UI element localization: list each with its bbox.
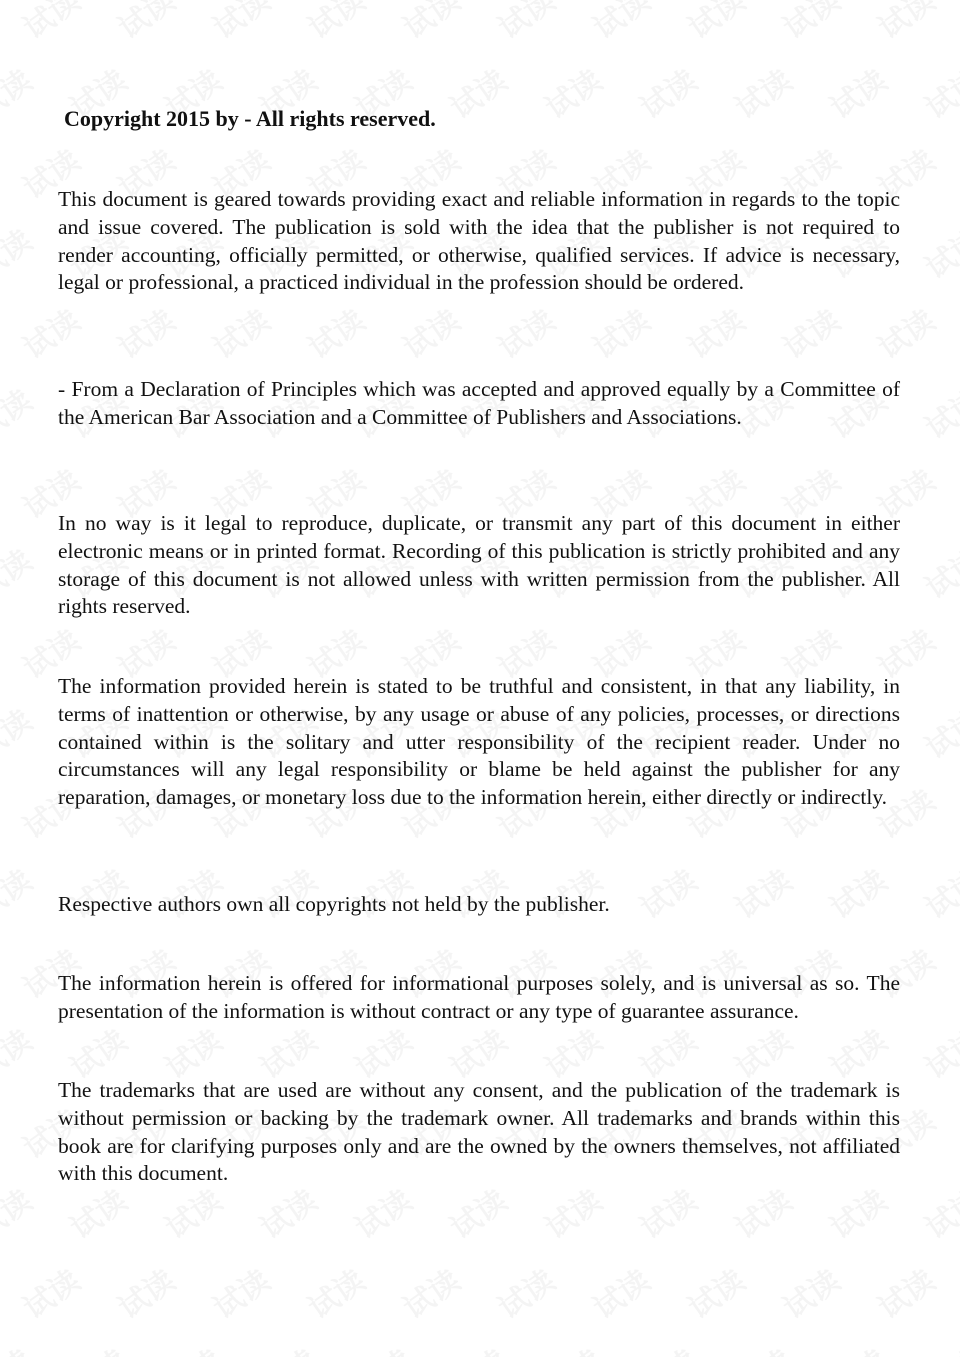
paragraph-liability: The information provided herein is stated to be truthful and consistent, in that any liability, in terms of inattention or otherwise, by any usage or abuse of any policies, processes, or directions contained within is the solitary and utter responsibility of the recipient reader. Under no circumstances will any legal responsibility or blame be held against the publisher for any reparation, damages, or monetary loss due to the information herein, either directly or indirectly. bbox=[58, 674, 900, 810]
watermark-mark bbox=[678, 0, 752, 47]
watermark-mark bbox=[535, 1337, 609, 1357]
watermark-mark bbox=[0, 537, 39, 607]
watermark-mark bbox=[678, 297, 752, 367]
watermark-mark bbox=[488, 1257, 562, 1327]
watermark-mark bbox=[0, 1337, 39, 1357]
watermark-mark bbox=[298, 1257, 372, 1327]
watermark-mark bbox=[0, 697, 39, 767]
watermark-mark bbox=[915, 1177, 960, 1247]
paragraph-trademarks: The trademarks that are used are without any consent, and the publication of the trademark is without permission or backing by the trademark owner. All trademarks and brands within this book are for clarifying purposes only and are the owned by the owners themselves, not affiliated with this document. bbox=[58, 1078, 900, 1186]
watermark-mark bbox=[488, 0, 562, 47]
watermark-mark bbox=[345, 1337, 419, 1357]
watermark-mark bbox=[678, 1257, 752, 1327]
watermark-mark bbox=[0, 857, 39, 927]
watermark-mark bbox=[108, 0, 182, 47]
watermark-mark bbox=[393, 297, 467, 367]
watermark-mark bbox=[630, 1337, 704, 1357]
watermark-mark bbox=[915, 537, 960, 607]
watermark-mark bbox=[773, 1257, 847, 1327]
paragraph-informational: The information herein is offered for informational purposes solely, and is universal as so. The presentation of the information is without contract or any type of guarantee assurance. bbox=[58, 971, 900, 1023]
watermark-mark bbox=[583, 1257, 657, 1327]
watermark-mark bbox=[298, 297, 372, 367]
watermark-mark bbox=[820, 57, 894, 127]
watermark-mark bbox=[250, 1337, 324, 1357]
watermark-mark bbox=[0, 217, 39, 287]
watermark-mark bbox=[488, 297, 562, 367]
watermark-mark bbox=[915, 217, 960, 287]
watermark-mark bbox=[0, 1177, 39, 1247]
watermark-mark bbox=[203, 1257, 277, 1327]
watermark-mark bbox=[13, 1257, 87, 1327]
watermark-mark bbox=[393, 1257, 467, 1327]
watermark-mark bbox=[108, 1257, 182, 1327]
watermark-mark bbox=[915, 1017, 960, 1087]
watermark-mark bbox=[0, 57, 39, 127]
watermark-mark bbox=[298, 0, 372, 47]
watermark-mark bbox=[725, 57, 799, 127]
watermark-mark bbox=[773, 297, 847, 367]
watermark-mark bbox=[915, 857, 960, 927]
watermark-mark bbox=[0, 377, 39, 447]
watermark-mark bbox=[725, 1337, 799, 1357]
watermark-mark bbox=[915, 1337, 960, 1357]
watermark-mark bbox=[13, 297, 87, 367]
watermark-mark bbox=[393, 0, 467, 47]
watermark-mark bbox=[108, 297, 182, 367]
watermark-mark bbox=[915, 57, 960, 127]
watermark-mark bbox=[820, 1337, 894, 1357]
paragraph-reproduction: In no way is it legal to reproduce, duplicate, or transmit any part of this document in either electronic means or in printed format. Recording of this publication is strictly prohibited and any storage of this document is not allowed unless with written permission from the publisher. All rights reserved. bbox=[58, 511, 900, 619]
watermark-mark bbox=[440, 1337, 514, 1357]
watermark-mark bbox=[13, 0, 87, 47]
watermark-mark bbox=[583, 297, 657, 367]
watermark-mark bbox=[915, 697, 960, 767]
watermark-mark bbox=[203, 0, 277, 47]
watermark-mark bbox=[203, 297, 277, 367]
watermark-mark bbox=[868, 0, 942, 47]
watermark-mark bbox=[868, 297, 942, 367]
watermark-mark bbox=[155, 1337, 229, 1357]
watermark-mark bbox=[535, 57, 609, 127]
watermark-mark bbox=[0, 1017, 39, 1087]
watermark-mark bbox=[630, 57, 704, 127]
paragraph-authors: Respective authors own all copyrights not held by the publisher. bbox=[58, 892, 610, 916]
watermark-mark bbox=[868, 1257, 942, 1327]
watermark-mark bbox=[583, 0, 657, 47]
watermark-mark bbox=[773, 0, 847, 47]
paragraph-disclaimer: This document is geared towards providing exact and reliable information in regards to the topic and issue covered. The publication is sold with the idea that the publisher is not required to render accounting, officially permitted, or otherwise, qualified services. If advice is necessary, legal or professional, a practiced individual in the profession should be ordered. bbox=[58, 187, 900, 295]
paragraph-declaration: - From a Declaration of Principles which was accepted and approved equally by a Committee of the American Bar Association and a Committee of Publishers and Associations. bbox=[58, 377, 900, 429]
watermark-mark bbox=[60, 1337, 134, 1357]
watermark-mark bbox=[440, 57, 514, 127]
watermark-mark bbox=[915, 377, 960, 447]
copyright-notice: Copyright 2015 by - All rights reserved. bbox=[64, 106, 436, 131]
